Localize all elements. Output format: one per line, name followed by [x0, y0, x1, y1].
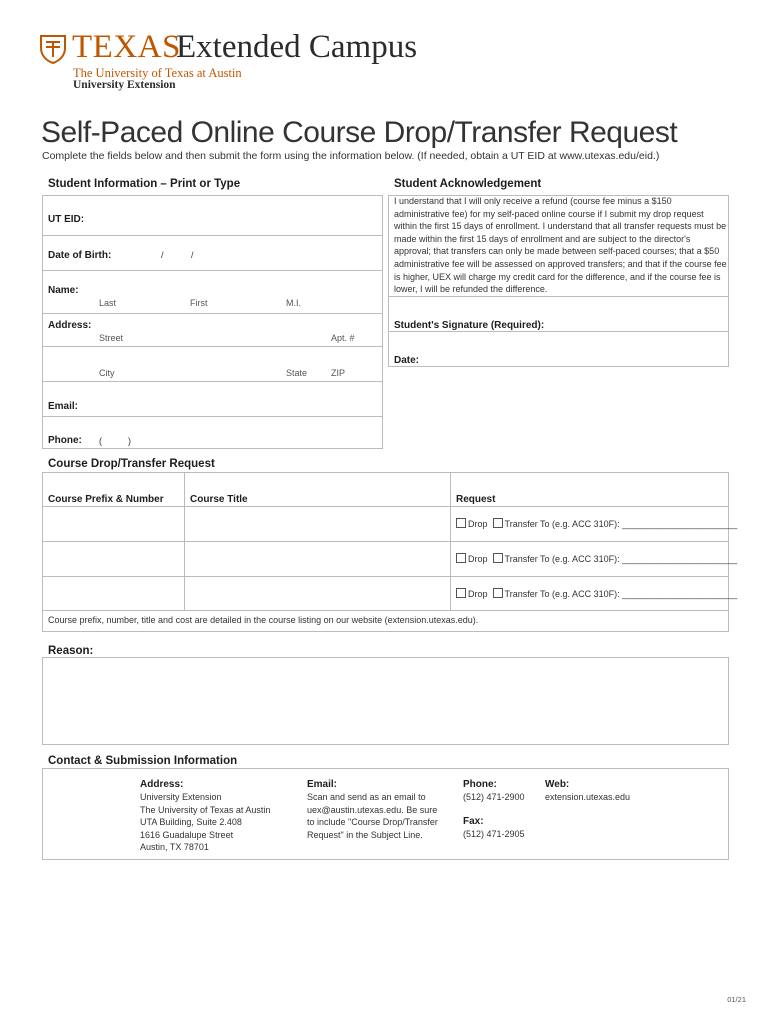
reason-field[interactable]	[42, 657, 729, 745]
brand-extended-campus: Extended Campus	[176, 29, 418, 65]
contact-heading: Contact & Submission Information	[48, 755, 238, 767]
course-prefix-field[interactable]	[44, 578, 182, 608]
contact-email-label: Email:	[307, 779, 338, 790]
address-line: The University of Texas at Austin	[140, 804, 271, 815]
course-request-heading: Course Drop/Transfer Request	[48, 458, 215, 470]
request-options	[456, 588, 737, 599]
city-caption: City	[99, 368, 115, 378]
divider	[450, 472, 451, 610]
address-street-field[interactable]	[95, 316, 378, 332]
student-info-heading: Student Information – Print or Type	[48, 178, 241, 190]
signature-field[interactable]	[560, 300, 725, 328]
drop-label: Drop	[468, 519, 488, 529]
email-field[interactable]	[85, 392, 378, 414]
date-label: Date:	[394, 355, 420, 366]
phone-paren-open: (	[99, 436, 102, 446]
divider	[42, 610, 729, 611]
drop-label: Drop	[468, 554, 488, 564]
ut-eid-label: UT EID:	[48, 214, 85, 225]
apt-caption: Apt. #	[331, 333, 355, 343]
divider	[42, 270, 383, 271]
address-line: UTA Building, Suite 2.408	[140, 817, 242, 827]
brand-unit: University Extension	[73, 79, 176, 91]
contact-email	[307, 791, 438, 841]
divider	[42, 416, 383, 417]
transfer-checkbox[interactable]	[493, 518, 503, 528]
divider	[42, 576, 729, 577]
divider	[42, 313, 383, 314]
form-version: 01/21	[727, 995, 746, 1004]
divider	[42, 346, 383, 347]
divider	[388, 296, 729, 297]
zip-caption: ZIP	[331, 368, 346, 378]
divider	[42, 506, 729, 507]
drop-checkbox[interactable]	[456, 553, 466, 563]
dob-label: Date of Birth:	[48, 250, 112, 261]
course-title-field[interactable]	[186, 508, 448, 539]
dob-separator: /	[191, 250, 194, 260]
divider	[42, 381, 383, 382]
course-prefix-field[interactable]	[44, 508, 182, 539]
course-note: Course prefix, number, title and cost are detailed in the course listing on our website (extension.utexas.edu).	[48, 615, 479, 625]
divider	[388, 331, 729, 332]
request-options	[456, 518, 737, 529]
email-label: Email:	[48, 401, 79, 412]
contact-web-link[interactable]: extension.utexas.edu	[545, 792, 631, 802]
course-title-field[interactable]	[186, 543, 448, 574]
transfer-checkbox[interactable]	[493, 553, 503, 563]
transfer-checkbox[interactable]	[493, 588, 503, 598]
address-line: University Extension	[140, 792, 222, 802]
signature-label: Student's Signature (Required):	[394, 320, 545, 331]
email-line: Scan and send as an email to	[307, 792, 426, 802]
contact-fax-label: Fax:	[463, 816, 484, 827]
address-line: Austin, TX 78701	[140, 842, 209, 852]
address-line: 1616 Guadalupe Street	[140, 829, 234, 840]
transfer-label: Transfer To (e.g. ACC 310F): _______________________	[504, 519, 738, 529]
phone-field[interactable]	[90, 426, 378, 446]
brand-university: The University of Texas at Austin	[73, 66, 242, 80]
name-last-caption: Last	[99, 298, 117, 308]
contact-fax: (512) 471-2905	[463, 829, 525, 839]
drop-checkbox[interactable]	[456, 588, 466, 598]
acknowledgement-heading: Student Acknowledgement	[394, 178, 542, 190]
brand-texas: TEXAS	[72, 29, 181, 65]
contact-web-label: Web:	[545, 779, 570, 790]
acknowledgement-text: I understand that I will only receive a refund (course fee minus a $150 administrative fee) for my self-paced online course if I submit my drop request within the first 15 days of enrollment. I understand that all transfer requests must be made within the first 15 days of enrollment and are subject to the director's approval; that transfers can only be made between self-paced courses; that a $50 administrative fee will be assessed on approved transfers; and that if the course fee is higher, UEX will charge my credit card for the difference, and if the course fee is lower, I will be refunded the difference.	[394, 196, 727, 295]
dob-field[interactable]	[118, 242, 378, 266]
reason-heading: Reason:	[48, 645, 94, 657]
ut-shield-icon	[40, 34, 66, 64]
course-prefix-field[interactable]	[44, 543, 182, 574]
divider	[42, 541, 729, 542]
phone-paren-close: )	[128, 436, 131, 446]
street-caption: Street	[99, 333, 124, 343]
name-field[interactable]	[95, 275, 378, 297]
contact-phone: (512) 471-2900	[463, 792, 525, 802]
drop-checkbox[interactable]	[456, 518, 466, 528]
page-subtitle: Complete the fields below and then submit the form using the information below. (If needed, obtain a UT EID at www.utexas.edu/eid.)	[42, 150, 660, 162]
email-link[interactable]: uex@austin.utexas.edu. Be sure	[307, 804, 438, 815]
phone-label: Phone:	[48, 435, 82, 446]
address-label: Address:	[48, 320, 92, 331]
ut-eid-field[interactable]	[100, 206, 378, 230]
col-course-title: Course Title	[190, 494, 248, 505]
col-request: Request	[456, 494, 496, 505]
col-course-prefix: Course Prefix & Number	[48, 494, 164, 505]
transfer-label: Transfer To (e.g. ACC 310F): _______________________	[504, 554, 738, 564]
name-label: Name:	[48, 285, 79, 296]
name-mi-caption: M.I.	[286, 298, 301, 308]
address-city-field[interactable]	[95, 350, 378, 366]
contact-phone-label: Phone:	[463, 779, 497, 790]
email-line: to include "Course Drop/Transfer	[307, 817, 438, 827]
course-title-field[interactable]	[186, 578, 448, 608]
divider	[42, 235, 383, 236]
request-options	[456, 553, 737, 564]
date-field[interactable]	[425, 336, 725, 364]
dob-separator: /	[161, 250, 164, 260]
drop-label: Drop	[468, 589, 488, 599]
email-line: Request" in the Subject Line.	[307, 829, 423, 840]
state-caption: State	[286, 368, 308, 378]
page-title: Self-Paced Online Course Drop/Transfer Request	[41, 116, 678, 149]
name-first-caption: First	[190, 298, 208, 308]
divider	[184, 472, 185, 610]
contact-address-label: Address:	[140, 779, 184, 790]
transfer-label: Transfer To (e.g. ACC 310F): _______________________	[504, 589, 738, 599]
contact-address	[140, 791, 270, 854]
